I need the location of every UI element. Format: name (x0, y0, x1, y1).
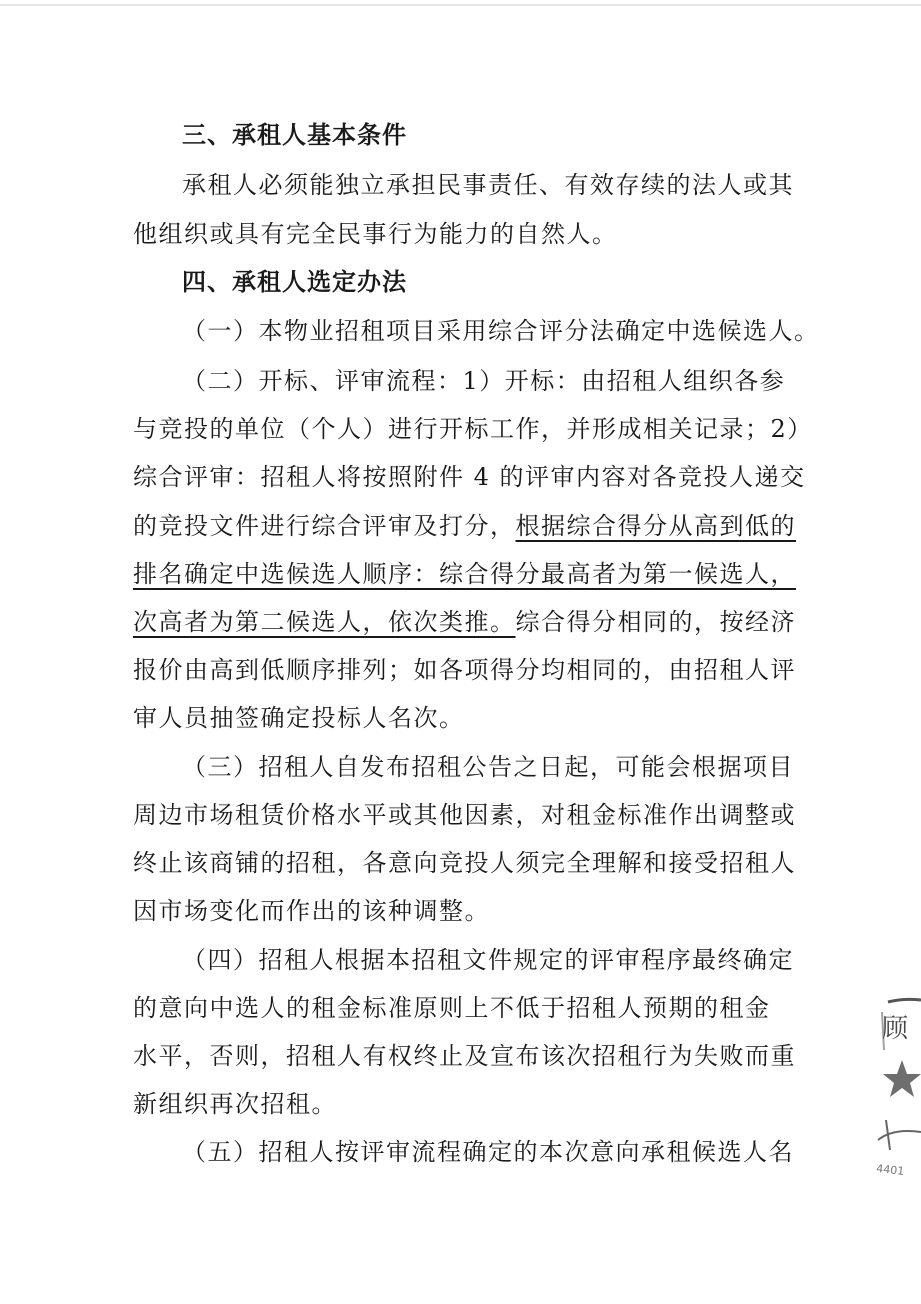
item2-line-6 (133, 607, 796, 637)
item2-line-6-plain: 综合得分相同的，按经济 (515, 608, 796, 636)
item2-line-8: 审人员抽签确定投标人名次。 (133, 704, 465, 732)
section4-heading: 四、承租人选定办法 (182, 268, 407, 296)
seal-character: 顾 (882, 1014, 909, 1044)
item2-line-1: （二）开标、评审流程：1）开标：由招租人组织各参 (182, 367, 786, 395)
item2-line-5-underlined: 排名确定中选候选人顺序：综合得分最高者为第一候选人， (133, 560, 796, 588)
section3-heading: 三、承租人基本条件 (182, 121, 407, 149)
item2-line-2: 与竞投的单位（个人）进行开标工作，并形成相关记录；2） (133, 415, 813, 443)
item1-line: （一）本物业招租项目采用综合评分法确定中选候选人。 (182, 317, 820, 345)
item2-line-6-underlined: 次高者为第二候选人，依次类推。 (133, 608, 516, 636)
scan-edge-line (0, 4, 921, 6)
item3-line-2: 周边市场租赁价格水平或其他因素，对租金标准作出调整或 (133, 801, 796, 829)
section3-line-2: 他组织或具有完全民事行为能力的自然人。 (133, 220, 618, 248)
item3-line-3: 终止该商铺的招租，各意向竞投人须完全理解和接受招租人 (133, 849, 796, 877)
item2-line-4-underlined: 根据综合得分从高到低的 (515, 512, 796, 540)
item3-line-4: 因市场变化而作出的该种调整。 (133, 897, 490, 925)
item2-line-4-plain: 的竞投文件进行综合评审及打分， (133, 512, 516, 540)
item2-line-7: 报价由高到低顺序排列；如各项得分均相同的，由招租人评 (133, 656, 796, 684)
item5-line-1: （五）招租人按评审流程确定的本次意向承租候选人名 (182, 1138, 794, 1166)
item4-line-2: 的意向中选人的租金标准原则上不低于招租人预期的租金 (133, 994, 771, 1022)
section3-line-1: 承租人必须能独立承担民事责任、有效存续的法人或其 (182, 171, 794, 199)
item2-line-4 (133, 511, 796, 541)
svg-text:4401: 4401 (875, 1162, 905, 1178)
item3-line-1: （三）招租人自发布招租公告之日起，可能会根据项目 (182, 753, 794, 781)
item2-line-5 (133, 559, 796, 589)
item4-line-3: 水平，否则，招租人有权终止及宣布该次招租行为失败而重 (133, 1042, 796, 1070)
item4-line-4: 新组织再次招租。 (133, 1090, 337, 1118)
item2-line-3: 综合评审：招租人将按照附件 4 的评审内容对各竞投人递交 (133, 463, 806, 491)
item4-line-1: （四）招租人根据本招租文件规定的评审程序最终确定 (182, 946, 794, 974)
